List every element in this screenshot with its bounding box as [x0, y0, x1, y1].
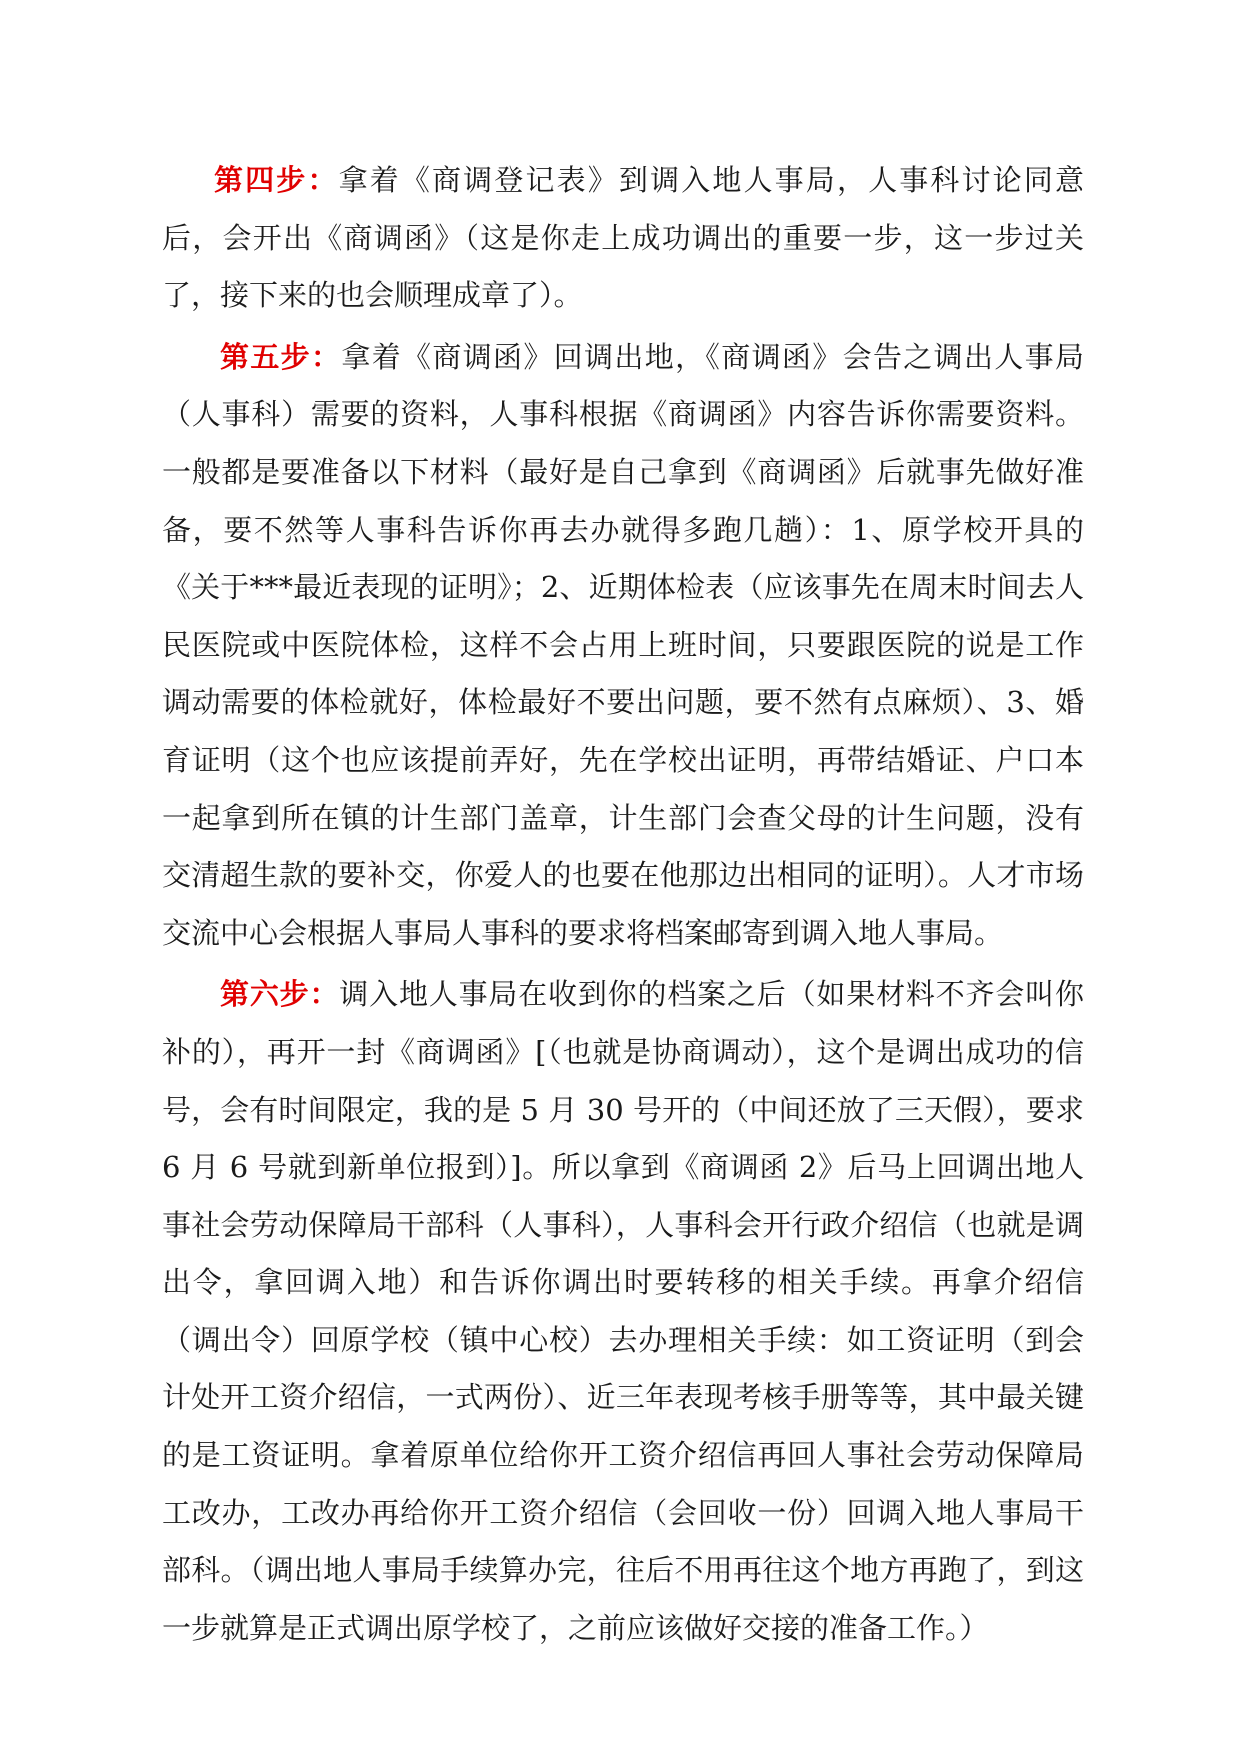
paragraph-text: 调入地人事局在收到你的档案之后（如果材料不齐会叫你补的），再开一封《商调函》[（也就是协商调动），这个是调出成功的信号，会有时间限定，我的是 5 月 30 号开的（中间还放了三天假），要求 6 月 6 号就到新单位报到）]。所以拿到《商调函 2》后马上回调出地人事社会劳动保障局干部科（人事科），人事科会开行政介绍信（也就是调出令，拿回调入地）和告诉你调出时要转移的相关手续。再拿介绍信（调出令）回原学校（镇中心校）去办理相关手续：如工资证明（到会计处开工资介绍信，一式两份）、近三年表现考核手册等等，其中最关键的是工资证明。拿着原单位给你开工资介绍信再回人事社会劳动保障局工改办，工改办再给你开工资介绍信（会回收一份）回调入地人事局干部科。（调出地人事局手续算办完，往后不用再往这个地方再跑了，到这一步就算是正式调出原学校了，之前应该做好交接的准备工作。）: [162, 977, 1084, 1645]
paragraph-step-6: [162, 966, 1084, 1657]
step-label: 第六步：: [220, 977, 340, 1012]
paragraph-text: 拿着《商调登记表》到调入地人事局，人事科讨论同意后，会开出《商调函》（这是你走上成功调出的重要一步，这一步过关了，接下来的也会顺理成章了）。: [162, 163, 1084, 313]
paragraph-step-4: [162, 152, 1084, 325]
paragraph-step-5: [162, 329, 1084, 963]
step-label: 第四步：: [214, 163, 339, 197]
document-page: [162, 152, 1084, 1661]
step-label: 第五步：: [220, 339, 342, 374]
paragraph-text: 拿着《商调函》回调出地，《商调函》会告之调出人事局（人事科）需要的资料，人事科根据《商调函》内容告诉你需要资料。一般都是要准备以下材料（最好是自己拿到《商调函》后就事先做好准备，要不然等人事科告诉你再去办就得多跑几趟）：1、原学校开具的《关于***最近表现的证明》；2、近期体检表（应该事先在周末时间去人民医院或中医院体检，这样不会占用上班时间，只要跟医院的说是工作调动需要的体检就好，体检最好不要出问题，要不然有点麻烦）、3、婚育证明（这个也应该提前弄好，先在学校出证明，再带结婚证、户口本一起拿到所在镇的计生部门盖章，计生部门会查父母的计生问题，没有交清超生款的要补交，你爱人的也要在他那边出相同的证明）。人才市场交流中心会根据人事局人事科的要求将档案邮寄到调入地人事局。: [162, 339, 1084, 950]
